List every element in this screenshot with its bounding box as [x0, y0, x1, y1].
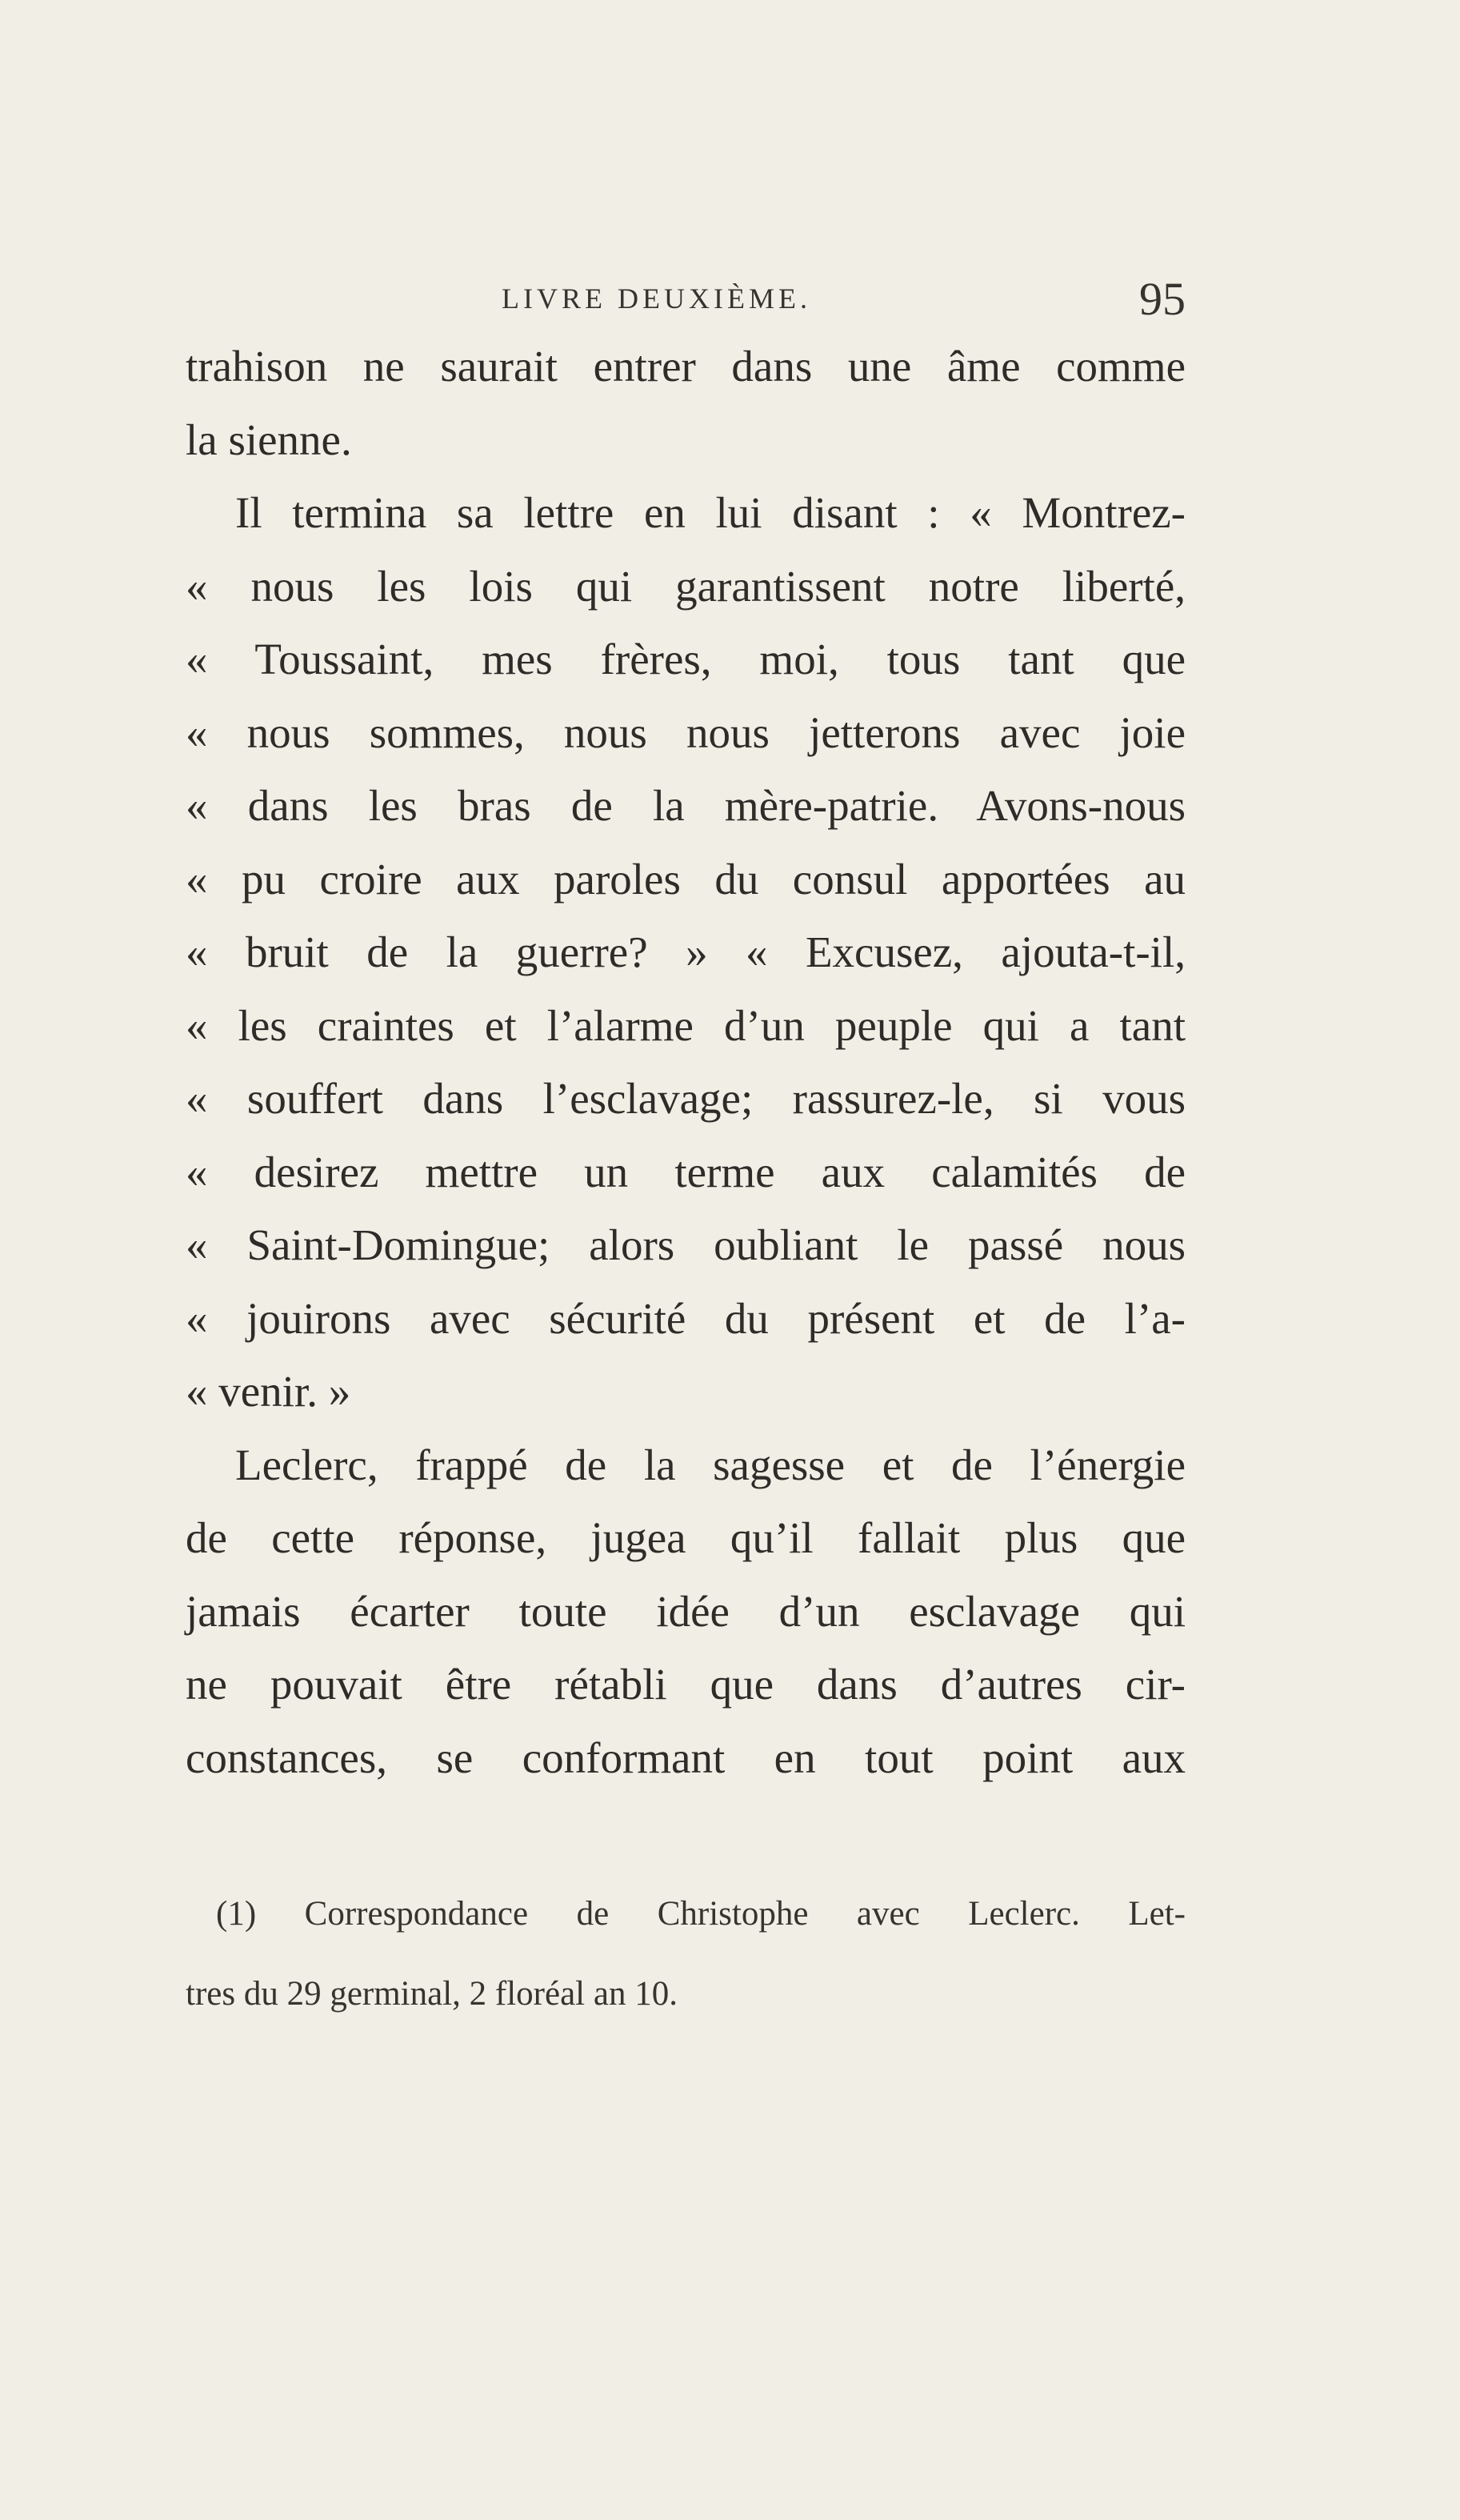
text-line: ne pouvait être rétabli que dans d’autres cir- — [186, 1660, 1186, 1709]
body-text — [186, 330, 1186, 1794]
text-line: « les craintes et l’alarme d’un peuple qui a tant — [186, 1000, 1186, 1050]
text-line: « venir. » — [186, 1367, 351, 1416]
text-line: « jouirons avec sécurité du présent et de l’a- — [186, 1293, 1186, 1343]
text-line: trahison ne saurait entrer dans une âme comme — [186, 342, 1186, 391]
text-line: « desirez mettre un terme aux calamités de — [186, 1147, 1186, 1196]
text-line: Il termina sa lettre en lui disant : « Montrez- — [235, 488, 1186, 537]
text-line: de cette réponse, jugea qu’il fallait plus que — [186, 1513, 1186, 1562]
text-line: « pu croire aux paroles du consul apportées au — [186, 854, 1186, 903]
running-title: LIVRE DEUXIÈME. — [502, 282, 811, 314]
text-line: la sienne. — [186, 415, 352, 464]
page-header — [186, 272, 1186, 328]
text-line: « Toussaint, mes frères, moi, tous tant que — [186, 635, 1186, 683]
text-line: « Saint-Domingue; alors oubliant le passé nous — [186, 1220, 1186, 1269]
text-line: jamais écarter toute idée d’un esclavage qui — [186, 1586, 1186, 1636]
page-number: 95 — [1139, 273, 1186, 325]
footnote-line: tres du 29 germinal, 2 floréal an 10. — [186, 1975, 678, 2013]
text-line: constances, se conformant en tout point aux — [186, 1733, 1186, 1782]
text-line: « souffert dans l’esclavage; rassurez-le, si vous — [186, 1074, 1186, 1123]
text-line: Leclerc, frappé de la sagesse et de l’énergie — [235, 1440, 1186, 1489]
text-line: « bruit de la guerre? » « Excusez, ajouta-t-il, — [186, 927, 1186, 976]
text-line: « nous sommes, nous nous jetterons avec joie — [186, 707, 1186, 757]
footnote — [186, 1874, 1186, 2034]
footnote-line: (1) Correspondance de Christophe avec Leclerc. Let- — [216, 1895, 1186, 1933]
text-line: « nous les lois qui garantissent notre liberté, — [186, 561, 1186, 611]
text-line: « dans les bras de la mère-patrie. Avons-nous — [186, 781, 1186, 830]
